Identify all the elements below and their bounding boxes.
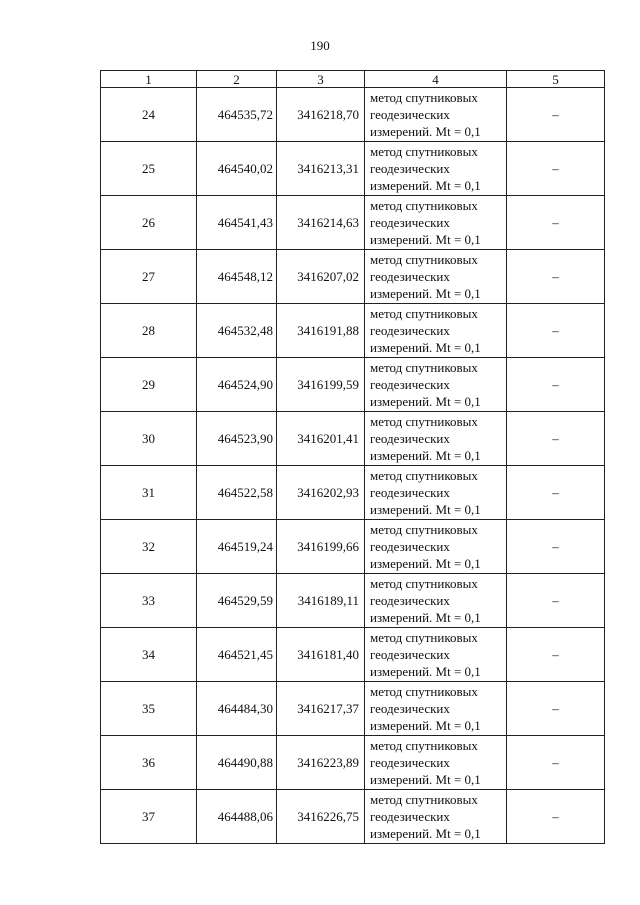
table-row xyxy=(101,574,605,628)
note-cell: – xyxy=(507,790,605,844)
y-coordinate-cell: 3416207,02 xyxy=(277,250,365,304)
method-text-line: измерений. Mt = 0,1 xyxy=(370,340,481,355)
method-cell xyxy=(365,196,507,250)
method-text-line: метод спутниковых xyxy=(370,576,478,591)
table-row xyxy=(101,736,605,790)
note-cell: – xyxy=(507,142,605,196)
y-coordinate-cell: 3416181,40 xyxy=(277,628,365,682)
table-row xyxy=(101,682,605,736)
method-text-line: геодезических xyxy=(370,323,450,338)
table-row xyxy=(101,790,605,844)
method-text-line: измерений. Mt = 0,1 xyxy=(370,286,481,301)
method-text-line: метод спутниковых xyxy=(370,252,478,267)
table-header-row xyxy=(101,71,605,88)
method-text-line: геодезических xyxy=(370,215,450,230)
point-number-cell: 26 xyxy=(101,196,197,250)
method-cell xyxy=(365,574,507,628)
x-coordinate-cell: 464535,72 xyxy=(197,88,277,142)
method-text-line: метод спутниковых xyxy=(370,630,478,645)
table-row xyxy=(101,358,605,412)
column-header-4: 4 xyxy=(365,71,507,88)
method-cell xyxy=(365,304,507,358)
method-text-line: геодезических xyxy=(370,269,450,284)
method-text-line: геодезических xyxy=(370,107,450,122)
table-row xyxy=(101,412,605,466)
method-text-line: измерений. Mt = 0,1 xyxy=(370,124,481,139)
method-text-line: геодезических xyxy=(370,539,450,554)
method-text-line: измерений. Mt = 0,1 xyxy=(370,394,481,409)
table-row xyxy=(101,88,605,142)
method-text-line: измерений. Mt = 0,1 xyxy=(370,502,481,517)
method-text-line: метод спутниковых xyxy=(370,198,478,213)
note-cell: – xyxy=(507,628,605,682)
x-coordinate-cell: 464548,12 xyxy=(197,250,277,304)
x-coordinate-cell: 464488,06 xyxy=(197,790,277,844)
column-header-2: 2 xyxy=(197,71,277,88)
method-cell xyxy=(365,628,507,682)
method-text-line: метод спутниковых xyxy=(370,90,478,105)
method-text-line: измерений. Mt = 0,1 xyxy=(370,664,481,679)
method-text-line: геодезических xyxy=(370,809,450,824)
method-text-line: метод спутниковых xyxy=(370,414,478,429)
y-coordinate-cell: 3416223,89 xyxy=(277,736,365,790)
method-text-line: геодезических xyxy=(370,593,450,608)
method-text-line: метод спутниковых xyxy=(370,468,478,483)
point-number-cell: 28 xyxy=(101,304,197,358)
point-number-cell: 37 xyxy=(101,790,197,844)
y-coordinate-cell: 3416214,63 xyxy=(277,196,365,250)
method-cell xyxy=(365,250,507,304)
table-row xyxy=(101,520,605,574)
y-coordinate-cell: 3416213,31 xyxy=(277,142,365,196)
method-text-line: геодезических xyxy=(370,377,450,392)
point-number-cell: 30 xyxy=(101,412,197,466)
x-coordinate-cell: 464541,43 xyxy=(197,196,277,250)
note-cell: – xyxy=(507,682,605,736)
point-number-cell: 27 xyxy=(101,250,197,304)
column-header-3: 3 xyxy=(277,71,365,88)
x-coordinate-cell: 464484,30 xyxy=(197,682,277,736)
method-cell xyxy=(365,520,507,574)
y-coordinate-cell: 3416217,37 xyxy=(277,682,365,736)
page-number: 190 xyxy=(310,38,330,53)
method-text-line: геодезических xyxy=(370,755,450,770)
x-coordinate-cell: 464532,48 xyxy=(197,304,277,358)
x-coordinate-cell: 464524,90 xyxy=(197,358,277,412)
method-text-line: метод спутниковых xyxy=(370,738,478,753)
point-number-cell: 32 xyxy=(101,520,197,574)
method-text-line: измерений. Mt = 0,1 xyxy=(370,556,481,571)
y-coordinate-cell: 3416199,66 xyxy=(277,520,365,574)
note-cell: – xyxy=(507,466,605,520)
column-header-1: 1 xyxy=(101,71,197,88)
y-coordinate-cell: 3416202,93 xyxy=(277,466,365,520)
point-number-cell: 36 xyxy=(101,736,197,790)
method-text-line: метод спутниковых xyxy=(370,684,478,699)
coordinates-table xyxy=(100,70,605,844)
method-text-line: метод спутниковых xyxy=(370,306,478,321)
method-text-line: измерений. Mt = 0,1 xyxy=(370,232,481,247)
point-number-cell: 35 xyxy=(101,682,197,736)
method-text-line: геодезических xyxy=(370,161,450,176)
method-cell xyxy=(365,466,507,520)
y-coordinate-cell: 3416218,70 xyxy=(277,88,365,142)
point-number-cell: 34 xyxy=(101,628,197,682)
table-body xyxy=(101,88,605,844)
table-row xyxy=(101,628,605,682)
method-text-line: измерений. Mt = 0,1 xyxy=(370,772,481,787)
method-cell xyxy=(365,682,507,736)
note-cell: – xyxy=(507,88,605,142)
method-text-line: измерений. Mt = 0,1 xyxy=(370,178,481,193)
note-cell: – xyxy=(507,358,605,412)
note-cell: – xyxy=(507,250,605,304)
table-row xyxy=(101,196,605,250)
note-cell: – xyxy=(507,196,605,250)
x-coordinate-cell: 464523,90 xyxy=(197,412,277,466)
method-text-line: геодезических xyxy=(370,701,450,716)
method-text-line: геодезических xyxy=(370,431,450,446)
x-coordinate-cell: 464521,45 xyxy=(197,628,277,682)
point-number-cell: 25 xyxy=(101,142,197,196)
method-text-line: метод спутниковых xyxy=(370,792,478,807)
x-coordinate-cell: 464490,88 xyxy=(197,736,277,790)
y-coordinate-cell: 3416191,88 xyxy=(277,304,365,358)
method-cell xyxy=(365,358,507,412)
method-text-line: метод спутниковых xyxy=(370,144,478,159)
y-coordinate-cell: 3416201,41 xyxy=(277,412,365,466)
note-cell: – xyxy=(507,574,605,628)
method-text-line: измерений. Mt = 0,1 xyxy=(370,826,481,841)
table-row xyxy=(101,142,605,196)
x-coordinate-cell: 464522,58 xyxy=(197,466,277,520)
point-number-cell: 24 xyxy=(101,88,197,142)
method-text-line: измерений. Mt = 0,1 xyxy=(370,718,481,733)
method-text-line: измерений. Mt = 0,1 xyxy=(370,610,481,625)
note-cell: – xyxy=(507,412,605,466)
method-cell xyxy=(365,736,507,790)
table-row xyxy=(101,304,605,358)
method-text-line: измерений. Mt = 0,1 xyxy=(370,448,481,463)
x-coordinate-cell: 464529,59 xyxy=(197,574,277,628)
column-header-5: 5 xyxy=(507,71,605,88)
x-coordinate-cell: 464540,02 xyxy=(197,142,277,196)
method-cell xyxy=(365,790,507,844)
x-coordinate-cell: 464519,24 xyxy=(197,520,277,574)
method-cell xyxy=(365,88,507,142)
note-cell: – xyxy=(507,304,605,358)
method-text-line: геодезических xyxy=(370,485,450,500)
note-cell: – xyxy=(507,736,605,790)
y-coordinate-cell: 3416226,75 xyxy=(277,790,365,844)
point-number-cell: 31 xyxy=(101,466,197,520)
method-text-line: метод спутниковых xyxy=(370,522,478,537)
method-text-line: метод спутниковых xyxy=(370,360,478,375)
y-coordinate-cell: 3416189,11 xyxy=(277,574,365,628)
table-row xyxy=(101,466,605,520)
method-cell xyxy=(365,142,507,196)
point-number-cell: 29 xyxy=(101,358,197,412)
method-cell xyxy=(365,412,507,466)
y-coordinate-cell: 3416199,59 xyxy=(277,358,365,412)
table-row xyxy=(101,250,605,304)
note-cell: – xyxy=(507,520,605,574)
point-number-cell: 33 xyxy=(101,574,197,628)
method-text-line: геодезических xyxy=(370,647,450,662)
